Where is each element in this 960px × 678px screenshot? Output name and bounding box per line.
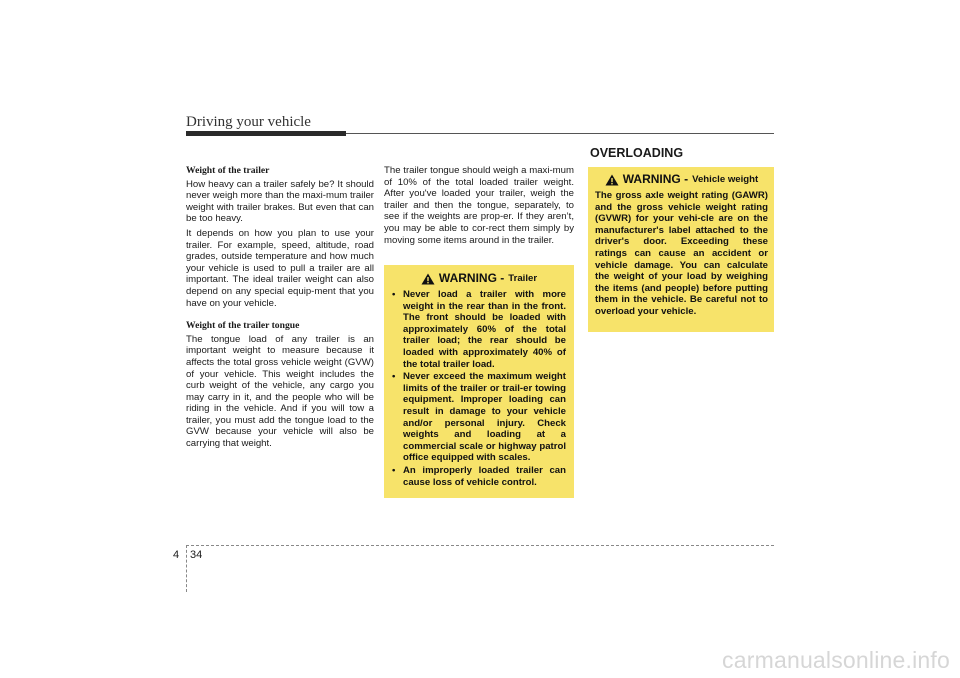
header-rule	[346, 133, 774, 134]
trailer-warning-box	[384, 265, 574, 498]
left-column	[186, 165, 374, 453]
trailer-warning-list	[392, 289, 566, 488]
vehicle-warning-word: WARNING -	[622, 172, 689, 187]
footer-rule	[186, 545, 774, 546]
list-item: • Never load a trailer with more weight in the rear than in the front. The front should be loaded with approximately 60% of the total trailer load; the rear should be loaded with approximately 40% of the total trailer load.	[392, 289, 566, 370]
tongue-paragraph-2: The trailer tongue should weigh a maxi-mum of 10% of the total loaded trailer weight. After you've loaded your trailer, weigh the trailer and then the tongue, separately, to see if the weights are prop-er. If they aren’t, you may be able to cor-rect them simply by moving some items around in the trailer.	[384, 165, 574, 246]
list-item: • Never exceed the maximum weight limits of the trailer or trail-er towing equipment. Improper loading can result in damage to your vehicle and/or personal injury. Check weights and loading at a commercial scale or highway patrol office equipped with scales.	[392, 371, 566, 464]
vehicle-weight-warning-box	[588, 167, 774, 332]
tongue-paragraph-1: The tongue load of any trailer is an important weight to measure because it affects the total gross vehicle weight (GVW) of your vehicle. This weight includes the curb weight of the vehicle, any cargo you may carry in it, and the people who will be riding in the vehicle. And if you will tow a trailer, you must add the tongue load to the GVW because your vehicle will also be carrying that weight.	[186, 333, 374, 450]
tongue-heading: Weight of the trailer tongue	[186, 320, 300, 332]
chapter-number: 4	[173, 549, 180, 561]
vehicle-warning-header	[595, 174, 768, 186]
weight-trailer-paragraph-2: It depends on how you plan to use your trailer. For example, speed, altitude, road grades, outside temperature and how much your vehicle is used to pull a trailer are all important. The ideal trailer weight can also depend on any special equip-ment that you have on your vehicle.	[186, 227, 374, 309]
warning-triangle-icon	[605, 174, 619, 186]
watermark: carmanualsonline.info	[722, 647, 950, 673]
middle-column	[384, 165, 574, 249]
list-item: • An improperly loaded trailer can cause loss of vehicle control.	[392, 464, 566, 488]
vehicle-warning-topic: Vehicle weight	[692, 174, 759, 186]
header-bar	[186, 131, 346, 136]
trailer-warning-header	[392, 273, 566, 285]
page-header-title: Driving your vehicle	[186, 114, 311, 130]
trailer-warning-word: WARNING -	[438, 271, 505, 286]
weight-trailer-heading: Weight of the trailer	[186, 165, 270, 176]
trailer-warning-topic: Trailer	[508, 273, 538, 285]
vehicle-warning-text: The gross axle weight rating (GAWR) and the gross vehicle weight rating (GVWR) for your vehi-cle are on the manufacturer's label attached to the driver's door. Exceeding these ratings can cause an accident or vehicle damage. You can calculate the weight of your load by weighing the items (and people) before putting them in the vehicle. Be careful not to overload your vehicle.	[595, 190, 768, 317]
footer-vertical-rule	[186, 545, 187, 592]
warning-triangle-icon	[421, 273, 435, 285]
overloading-title: OVERLOADING	[590, 146, 684, 160]
weight-trailer-paragraph-1: How heavy can a trailer safely be? It should never weigh more than the maxi-mum trailer weight with trailer brakes. But even that can be too heavy.	[186, 178, 374, 225]
page-number: 34	[190, 549, 203, 561]
